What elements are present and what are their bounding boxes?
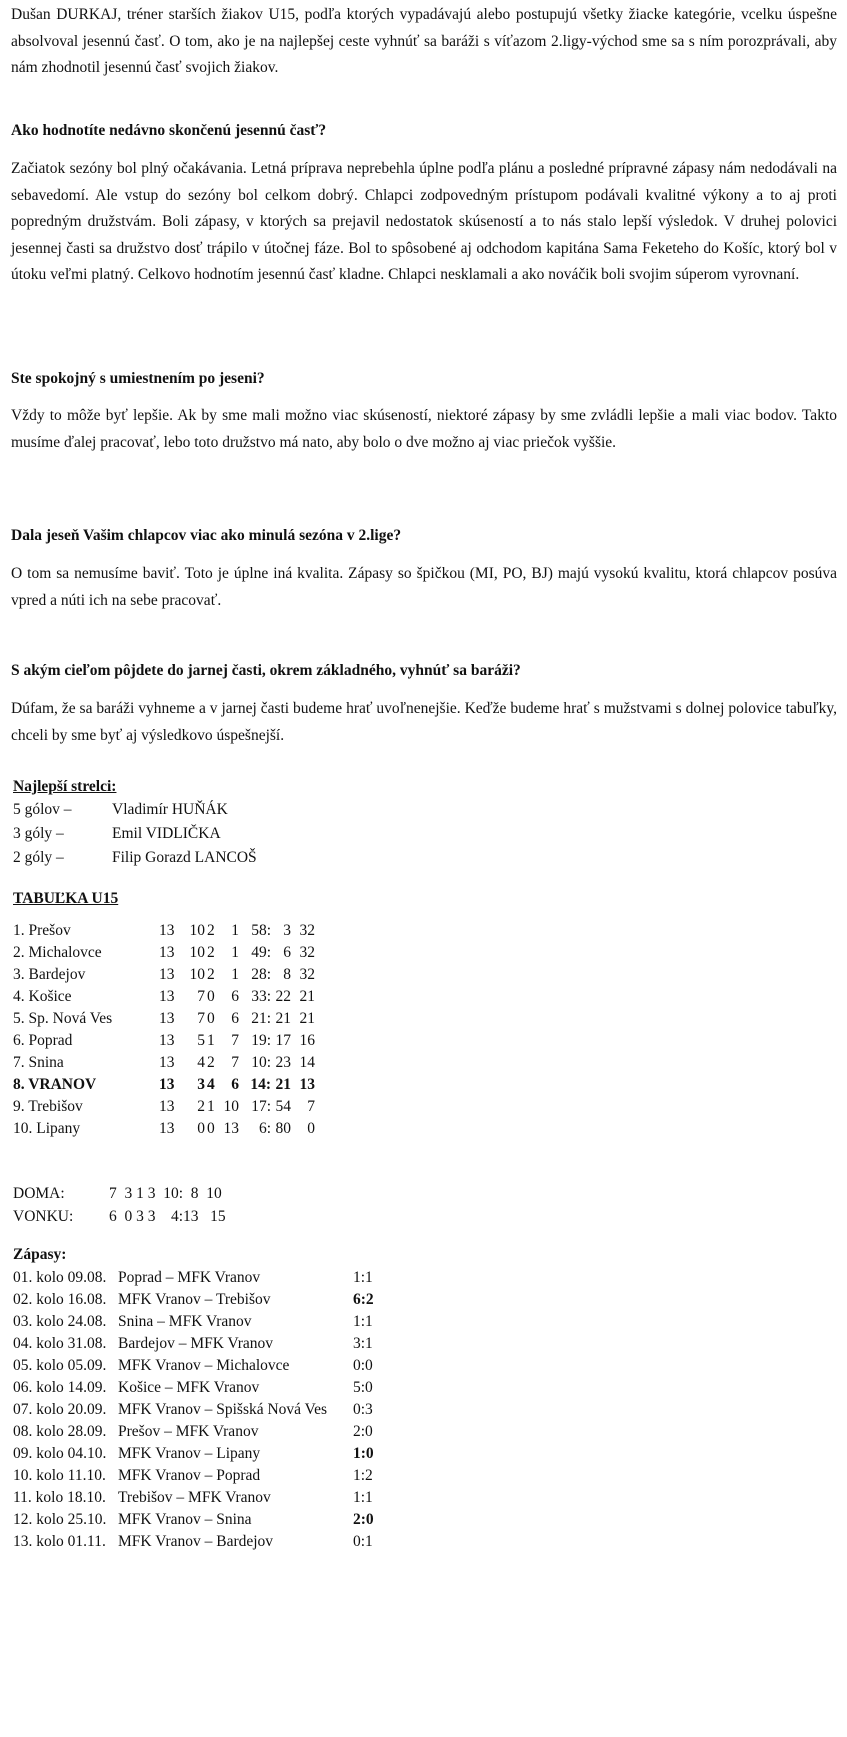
table-cell-ga: 80 — [275, 1120, 291, 1137]
matches-title: Zápasy: — [13, 1246, 67, 1263]
table-cell-ga: 6 — [283, 944, 291, 961]
table-cell-pts: 21 — [299, 988, 315, 1005]
matches-list — [13, 1266, 433, 1566]
match-row — [13, 1530, 433, 1554]
match-round: 03. kolo 24.08. — [13, 1313, 107, 1330]
match-score: 1:1 — [353, 1489, 373, 1506]
table-cell-l: 10 — [223, 1098, 239, 1115]
match-row — [13, 1442, 433, 1466]
table-row — [13, 1051, 333, 1075]
scorer-goals: 5 gólov – — [13, 801, 72, 818]
table-cell-team: 5. Sp. Nová Ves — [13, 1010, 113, 1027]
table-cell-l: 7 — [231, 1032, 239, 1049]
table-cell-w: 10 — [189, 922, 205, 939]
table-cell-gf: 58: — [251, 922, 271, 939]
table-cell-d: 2 — [207, 966, 215, 983]
match-row — [13, 1508, 433, 1532]
table-cell-w: 7 — [197, 1010, 205, 1027]
table-cell-w: 2 — [197, 1098, 205, 1115]
table-cell-p: 13 — [159, 944, 175, 961]
match-row — [13, 1266, 433, 1290]
table-cell-p: 13 — [159, 1010, 175, 1027]
table-cell-team: 1. Prešov — [13, 922, 71, 939]
table-cell-l: 13 — [223, 1120, 239, 1137]
table-cell-pts: 7 — [307, 1098, 315, 1115]
table-cell-w: 3 — [197, 1076, 205, 1093]
table-cell-team: 3. Bardejov — [13, 966, 86, 983]
match-round: 09. kolo 04.10. — [13, 1445, 107, 1462]
match-match: Bardejov – MFK Vranov — [118, 1335, 274, 1352]
match-score: 6:2 — [353, 1291, 374, 1308]
table-cell-gf: 14: — [250, 1076, 271, 1093]
home-row — [13, 1182, 413, 1206]
table-cell-d: 2 — [207, 1054, 215, 1071]
match-match: MFK Vranov – Spišská Nová Ves — [118, 1401, 328, 1418]
question-2: Ste spokojný s umiestnením po jeseni? — [11, 370, 265, 387]
table-cell-w: 10 — [189, 944, 205, 961]
table-cell-l: 6 — [231, 988, 239, 1005]
table-cell-pts: 16 — [299, 1032, 315, 1049]
match-match: MFK Vranov – Trebišov — [118, 1291, 271, 1308]
match-round: 05. kolo 05.09. — [13, 1357, 107, 1374]
question-3: Dala jeseň Vašim chlapcov viac ako minulá sezóna v 2.lige? — [11, 527, 402, 544]
table-row — [13, 1073, 333, 1097]
match-match: Poprad – MFK Vranov — [118, 1269, 261, 1286]
table-cell-p: 13 — [159, 1120, 175, 1137]
table-cell-ga: 22 — [275, 988, 291, 1005]
table-cell-ga: 23 — [275, 1054, 291, 1071]
scorer-goals: 2 góly – — [13, 849, 64, 866]
match-score: 1:2 — [353, 1467, 373, 1484]
table-row — [13, 941, 333, 965]
table-cell-d: 0 — [207, 988, 215, 1005]
match-score: 0:3 — [353, 1401, 373, 1418]
match-round: 10. kolo 11.10. — [13, 1467, 106, 1484]
table-cell-ga: 8 — [283, 966, 291, 983]
match-score: 1:0 — [353, 1445, 374, 1462]
table-cell-d: 4 — [207, 1076, 215, 1093]
match-row — [13, 1398, 433, 1422]
scorer-name: Emil VIDLIČKA — [112, 825, 221, 842]
match-match: MFK Vranov – Bardejov — [118, 1533, 274, 1550]
table-row — [13, 1095, 333, 1119]
match-score: 3:1 — [353, 1335, 373, 1352]
league-table — [13, 919, 433, 1159]
table-cell-l: 7 — [231, 1054, 239, 1071]
home-label: DOMA: — [13, 1185, 65, 1202]
answer-3: O tom sa nemusíme baviť. Toto je úplne iná kvalita. Zápasy so špičkou (MI, PO, BJ) majú vysokú kvalitu, ktorá chlapcov posúva vpred a núti ich na sebe pracovať. — [11, 565, 837, 609]
table-cell-p: 13 — [159, 988, 175, 1005]
top-scorers — [13, 776, 257, 866]
scorers-title: Najlepší strelci: — [13, 778, 117, 795]
match-match: Snina – MFK Vranov — [118, 1313, 252, 1330]
table-cell-pts: 32 — [299, 922, 315, 939]
match-round: 01. kolo 09.08. — [13, 1269, 107, 1286]
table-cell-l: 1 — [231, 944, 239, 961]
match-score: 2:0 — [353, 1511, 374, 1528]
table-cell-d: 1 — [207, 1098, 215, 1115]
match-score: 5:0 — [353, 1379, 373, 1396]
answer-2: Vždy to môže byť lepšie. Ak by sme mali možno viac skúseností, niektoré zápasy by sme zvládli lepšie a mali viac bodov. Takto musíme ďalej pracovať, lebo toto družstvo má nato, aby bolo o dve možno aj viac priečok vyššie. — [11, 407, 837, 451]
match-score: 0:0 — [353, 1357, 373, 1374]
scorer-row — [13, 798, 413, 822]
match-row — [13, 1310, 433, 1334]
match-round: 11. kolo 18.10. — [13, 1489, 106, 1506]
table-cell-l: 1 — [231, 922, 239, 939]
match-row — [13, 1420, 433, 1444]
scorer-name: Filip Gorazd LANCOŠ — [112, 849, 257, 866]
match-match: MFK Vranov – Snina — [118, 1511, 252, 1528]
table-cell-pts: 14 — [299, 1054, 315, 1071]
table-cell-ga: 21 — [275, 1010, 291, 1027]
match-score: 0:1 — [353, 1533, 373, 1550]
question-4: S akým cieľom pôjdete do jarnej časti, okrem základného, vyhnúť sa baráži? — [11, 662, 521, 679]
table-cell-gf: 17: — [251, 1098, 271, 1115]
table-cell-d: 0 — [207, 1120, 215, 1137]
scorer-name: Vladimír HUŇÁK — [112, 801, 228, 818]
table-cell-team: 8. VRANOV — [13, 1076, 97, 1093]
table-cell-team: 9. Trebišov — [13, 1098, 83, 1115]
table-cell-team: 7. Snina — [13, 1054, 64, 1071]
match-round: 02. kolo 16.08. — [13, 1291, 107, 1308]
table-cell-w: 0 — [197, 1120, 205, 1137]
table-cell-team: 4. Košice — [13, 988, 72, 1005]
table-cell-team: 6. Poprad — [13, 1032, 73, 1049]
table-cell-gf: 49: — [251, 944, 271, 961]
match-row — [13, 1288, 433, 1312]
match-round: 12. kolo 25.10. — [13, 1511, 107, 1528]
scorer-goals: 3 góly – — [13, 825, 64, 842]
table-cell-p: 13 — [159, 1032, 175, 1049]
table-row — [13, 1007, 333, 1031]
table-cell-pts: 21 — [299, 1010, 315, 1027]
match-score: 1:1 — [353, 1313, 373, 1330]
table-cell-team: 2. Michalovce — [13, 944, 102, 961]
away-row — [13, 1205, 413, 1229]
table-cell-w: 4 — [197, 1054, 205, 1071]
answer-1: Začiatok sezóny bol plný očakávania. Letná príprava neprebehla úplne podľa plánu a posledné prípravné zápasy nám nedodávali na sebavedomí. Ale vstup do sezóny bol celkom dobrý. Chlapci zodpovedným prístupom podávali kvalitné výkony a to aj proti popredným družstvám. Boli zápasy, v ktorých sa prejavil nedostatok skúseností a to nás stalo lepší výsledok. V druhej polovici jesennej časti sa družstvo dosť trápilo v útočnej fáze. Bol to spôsobené aj odchodom kapitána Sama Feketeho do Košíc, ktorý bol v útoku veľmi platný. Celkovo hodnotím jesennú časť kladne. Chlapci nesklamali a ako nováčik boli svojim súperom vyrovnaní. — [11, 160, 837, 283]
scorer-row — [13, 846, 413, 870]
match-round: 13. kolo 01.11. — [13, 1533, 106, 1550]
match-match: Košice – MFK Vranov — [118, 1379, 260, 1396]
table-cell-p: 13 — [159, 1076, 175, 1093]
away-stats: 6 0 3 3 4:13 15 — [109, 1208, 226, 1225]
table-cell-ga: 54 — [275, 1098, 291, 1115]
match-match: Trebišov – MFK Vranov — [118, 1489, 271, 1506]
table-cell-d: 1 — [207, 1032, 215, 1049]
table-cell-p: 13 — [159, 1098, 175, 1115]
table-cell-d: 2 — [207, 922, 215, 939]
table-cell-ga: 17 — [275, 1032, 291, 1049]
match-row — [13, 1464, 433, 1488]
table-cell-gf: 28: — [251, 966, 271, 983]
table-cell-w: 5 — [197, 1032, 205, 1049]
match-match: MFK Vranov – Michalovce — [118, 1357, 290, 1374]
table-cell-gf: 10: — [251, 1054, 271, 1071]
table-row — [13, 963, 333, 987]
home-stats: 7 3 1 3 10: 8 10 — [109, 1185, 222, 1202]
match-round: 06. kolo 14.09. — [13, 1379, 107, 1396]
table-cell-l: 6 — [231, 1010, 239, 1027]
table-cell-gf: 21: — [251, 1010, 271, 1027]
table-cell-ga: 21 — [275, 1076, 291, 1093]
intro-paragraph: Dušan DURKAJ, tréner starších žiakov U15, podľa ktorých vypadávajú alebo postupujú všetky žiacke kategórie, vcelku úspešne absolvoval jesennú časť. O tom, ako je na najlepšej ceste vyhnúť sa baráži s víťazom 2.ligy-východ sme sa s ním porozprávali, aby nám zhodnotil jesennú časť svojich žiakov. — [11, 6, 837, 76]
table-row — [13, 919, 333, 943]
scorer-row — [13, 822, 413, 846]
table-cell-pts: 13 — [299, 1076, 315, 1093]
table-cell-w: 10 — [189, 966, 205, 983]
match-round: 07. kolo 20.09. — [13, 1401, 107, 1418]
table-cell-ga: 3 — [283, 922, 291, 939]
table-cell-gf: 33: — [251, 988, 271, 1005]
question-1: Ako hodnotíte nedávno skončenú jesennú časť? — [11, 122, 327, 139]
match-round: 04. kolo 31.08. — [13, 1335, 107, 1352]
match-row — [13, 1376, 433, 1400]
table-cell-l: 1 — [231, 966, 239, 983]
table-row — [13, 1029, 333, 1053]
table-row — [13, 1117, 333, 1141]
table-cell-team: 10. Lipany — [13, 1120, 81, 1137]
match-round: 08. kolo 28.09. — [13, 1423, 107, 1440]
away-label: VONKU: — [13, 1208, 74, 1225]
table-cell-pts: 32 — [299, 944, 315, 961]
table-cell-p: 13 — [159, 922, 175, 939]
table-cell-d: 2 — [207, 944, 215, 961]
table-row — [13, 985, 333, 1009]
table-cell-d: 0 — [207, 1010, 215, 1027]
table-cell-w: 7 — [197, 988, 205, 1005]
table-cell-p: 13 — [159, 1054, 175, 1071]
table-cell-gf: 19: — [251, 1032, 271, 1049]
table-cell-p: 13 — [159, 966, 175, 983]
match-match: MFK Vranov – Poprad — [118, 1467, 261, 1484]
match-row — [13, 1332, 433, 1356]
home-away-summary — [13, 1182, 413, 1232]
match-match: Prešov – MFK Vranov — [118, 1423, 259, 1440]
table-cell-pts: 0 — [307, 1120, 315, 1137]
answer-4: Dúfam, že sa baráži vyhneme a v jarnej časti budeme hrať uvoľnenejšie. Keďže budeme hrať s mužstvami s dolnej polovice tabuľky, chceli by sme byť aj výsledkovo úspešnejší. — [11, 700, 837, 744]
match-score: 2:0 — [353, 1423, 373, 1440]
table-cell-gf: 6: — [258, 1120, 271, 1137]
match-row — [13, 1486, 433, 1510]
match-row — [13, 1354, 433, 1378]
table-cell-l: 6 — [231, 1076, 239, 1093]
match-match: MFK Vranov – Lipany — [118, 1445, 261, 1462]
league-table-title: TABUĽKA U15 — [13, 890, 119, 907]
match-score: 1:1 — [353, 1269, 373, 1286]
table-cell-pts: 32 — [299, 966, 315, 983]
